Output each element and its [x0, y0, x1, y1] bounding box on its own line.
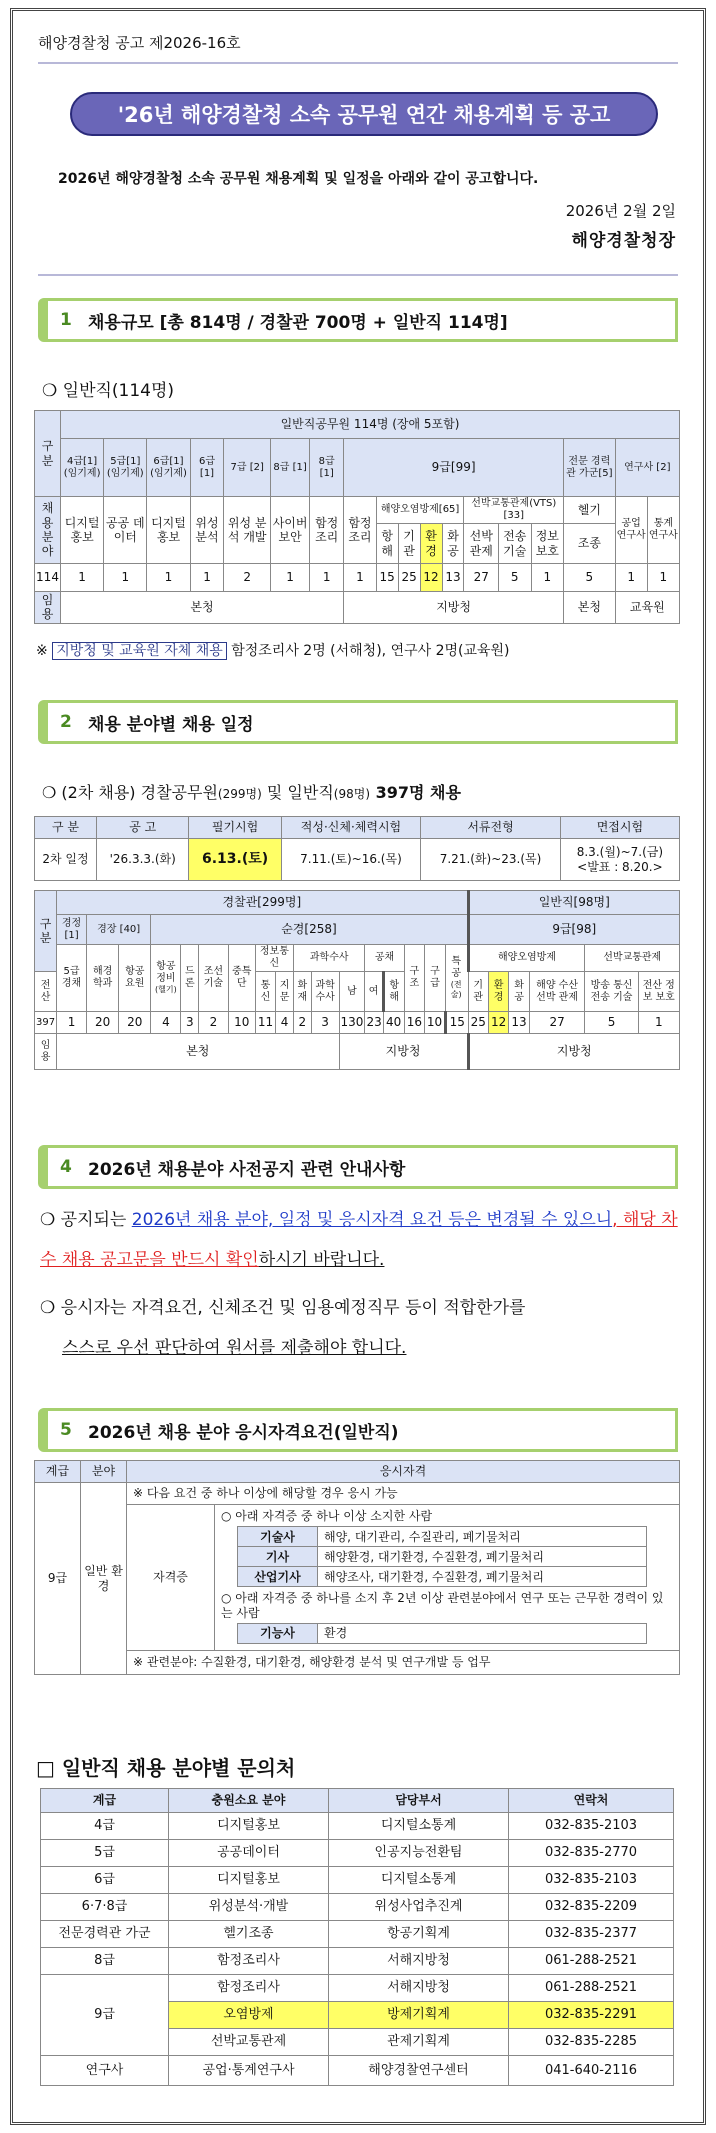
table-cell: 공 고	[97, 817, 189, 839]
table-cell: 130	[339, 1012, 365, 1034]
table-row	[41, 2056, 674, 2086]
table-cell: 13	[509, 1012, 529, 1034]
table-cell: 드론	[181, 945, 199, 1012]
table-cell: 정보통 신	[255, 945, 293, 972]
table-cell: 9급	[41, 1975, 169, 2056]
cert-type: 기술사	[238, 1527, 318, 1547]
bullet-warning: , 해당 차수 채용 공고문을 반드시 확인	[40, 1210, 678, 1270]
table-cell: 계급	[35, 1461, 81, 1483]
table-cell	[445, 945, 468, 1012]
table-cell: 해양오염방제	[468, 945, 585, 972]
note-highlight: 지방청 및 교육원 자체 채용	[52, 642, 227, 660]
table-cell: 항해	[376, 524, 398, 564]
table-cell: 헬기조종	[169, 1921, 329, 1948]
table-cell: 032-835-2770	[509, 1840, 674, 1867]
table-cell: 20	[119, 1012, 151, 1034]
contacts-title: □ 일반직 채용 분야별 문의처	[36, 1756, 296, 1780]
table-cell: 위성분석·개발	[169, 1894, 329, 1921]
table-cell: 1	[531, 564, 564, 592]
section-2-header	[38, 700, 678, 744]
table-cell: 032-835-2285	[509, 2029, 674, 2056]
table-cell: 지방청	[344, 592, 564, 624]
table-cell: 25	[398, 564, 420, 592]
notice-date: 2026년 2월 2일	[565, 202, 676, 220]
bullet-text: ❍ 응시자는 자격요건, 신체조건 및 임용예정직무 등이 적합한가를	[40, 1298, 526, 1318]
option-text: ○ 아래 자격증 중 하나 이상 소지한 사람	[221, 1509, 433, 1523]
notice-number: 해양경찰청 공고 제2026-16호	[38, 34, 241, 52]
general-staff-table	[34, 410, 680, 624]
divider	[38, 62, 678, 64]
table-cell: 함정 조리	[344, 497, 377, 564]
table-cell: 1	[190, 564, 224, 592]
table-cell: 연구사 [2]	[615, 439, 679, 497]
table-cell: 4급[1] (임기제)	[61, 439, 104, 497]
table-cell: 5급	[41, 1840, 169, 1867]
table-cell: 5	[564, 564, 616, 592]
table-cell: 1	[647, 564, 679, 592]
section-title: 채용 분야별 채용 일정	[88, 714, 254, 735]
table-cell: 10	[228, 1012, 255, 1034]
table-cell: 공업·통계연구사	[169, 2056, 329, 2086]
table-cell: 전송 기술	[498, 524, 531, 564]
cert-values: 환경	[318, 1624, 647, 1644]
note-text: 함정조리사 2명 (서해청), 연구사 2명(교육원)	[231, 643, 510, 659]
table-cell: 12	[420, 564, 442, 592]
table-cell: 032-835-2103	[509, 1813, 674, 1840]
table-cell: 전문경력관 가군	[41, 1921, 169, 1948]
table-cell: 본청	[61, 592, 344, 624]
table-cell: 2	[199, 1012, 229, 1034]
table-cell: 2차 일정	[35, 839, 97, 881]
table-cell: 통계 연구사	[647, 497, 679, 564]
section-number: 1	[60, 310, 72, 330]
table-cell: 2	[224, 564, 270, 592]
table-cell: 지방청	[468, 1034, 679, 1070]
table-cell: 5	[498, 564, 531, 592]
col-label: 항공 정비	[156, 961, 176, 985]
subtitle-part: (98명)	[333, 787, 371, 801]
table-cell: 디지털홍보	[169, 1867, 329, 1894]
table-cell: ※ 관련분야: 수질환경, 대기환경, 해양환경 분석 및 연구개발 등 업무	[127, 1651, 680, 1675]
section-title: 2026년 채용 분야 응시자격요건(일반직)	[88, 1422, 399, 1443]
table-cell: '26.3.3.(화)	[97, 839, 189, 881]
table-cell: 1	[57, 1012, 87, 1034]
table-cell: 032-835-2103	[509, 1867, 674, 1894]
table-cell: 1	[147, 564, 190, 592]
table-cell: 디지털소통계	[329, 1813, 509, 1840]
table-cell: 연락처	[509, 1789, 674, 1813]
subtitle-part: 및 일반직	[261, 783, 334, 802]
table-row	[41, 1948, 674, 1975]
table-cell: 과학수사	[293, 945, 364, 972]
table-cell: 전문 경력관 가군[5]	[564, 439, 616, 497]
table-cell: 화공	[509, 972, 529, 1012]
section-4-header	[38, 1145, 678, 1189]
table-cell: 6·7·8급	[41, 1894, 169, 1921]
table-cell: 위성 분석	[190, 497, 224, 564]
col-label: (전술)	[450, 980, 462, 999]
table-cell: 1	[344, 564, 377, 592]
table-cell: 방제기획계	[329, 2002, 509, 2029]
table-cell: 여	[365, 972, 383, 1012]
table-cell: 면접시험	[560, 817, 679, 839]
table-cell: 5급[1] (임기제)	[104, 439, 147, 497]
table-cell: 지방청	[339, 1034, 468, 1070]
subtitle-part: ❍ (2차 채용) 경찰공무원	[42, 783, 218, 802]
table-cell: 1	[310, 564, 344, 592]
table-cell: 23	[365, 1012, 383, 1034]
interview-dates: 8.3.(월)~7.(금)	[576, 845, 664, 860]
table-cell: 선박 관제	[464, 524, 499, 564]
interview-result: <발표 : 8.20.>	[577, 859, 663, 874]
table-cell: 환경	[488, 972, 508, 1012]
cert-list-1	[237, 1526, 647, 1587]
table-cell: 12	[488, 1012, 508, 1034]
page-title: '26년 해양경찰청 소속 공무원 연간 채용계획 등 공고	[70, 92, 658, 136]
table-cell: 기관	[398, 524, 420, 564]
table-cell: 1	[638, 1012, 679, 1034]
table-cell: 20	[87, 1012, 119, 1034]
contacts-table	[40, 1788, 674, 2086]
table-cell: 6.13.(토)	[189, 839, 281, 881]
table-cell: 중특 단	[228, 945, 255, 1012]
table-cell: 사이버 보안	[270, 497, 309, 564]
bullet-text: 하시기 바랍니다.	[258, 1250, 385, 1270]
table-cell: 서류전형	[421, 817, 561, 839]
table-cell: 구분	[35, 891, 57, 972]
table-cell: 25	[468, 1012, 488, 1034]
notice-bullet-2	[40, 1288, 680, 1368]
table-cell: 8급 [1]	[270, 439, 309, 497]
table-cell: 항해	[383, 972, 404, 1012]
table-cell: 5급 경채	[57, 945, 87, 1012]
table-cell: 7.21.(화)~23.(목)	[421, 839, 561, 881]
table-cell: 경찰관[299명]	[57, 891, 468, 915]
table-cell: 구조	[404, 945, 424, 1012]
table-cell: 공공데이터	[169, 1840, 329, 1867]
table-cell: 전산	[35, 972, 57, 1012]
table-cell: 화재	[293, 972, 311, 1012]
table-cell: 조선 기술	[199, 945, 229, 1012]
table-cell: 4	[151, 1012, 181, 1034]
signer: 해양경찰청장	[571, 231, 676, 251]
table-cell: 경정 [1]	[57, 915, 87, 945]
cert-type: 산업기사	[238, 1567, 318, 1587]
table-cell: 041-640-2116	[509, 2056, 674, 2086]
table-cell: 교육원	[615, 592, 679, 624]
table-cell: 위성사업추진계	[329, 1894, 509, 1921]
table-cell: 9급[99]	[344, 439, 564, 497]
table-cell: 충원소요 분야	[169, 1789, 329, 1813]
table-cell: 일반직공무원 114명 (장애 5포함)	[61, 411, 680, 439]
table-cell: 40	[383, 1012, 404, 1034]
table-cell: 남	[339, 972, 365, 1012]
table-cell: 인공지능전환팀	[329, 1840, 509, 1867]
qualification-table	[34, 1460, 680, 1675]
table-cell: 061-288-2521	[509, 1948, 674, 1975]
table-cell: 채용 분야	[35, 497, 61, 564]
table-cell: 15	[376, 564, 398, 592]
table-cell: 032-835-2291	[509, 2002, 674, 2029]
table-cell: 기관	[468, 972, 488, 1012]
table-cell: 6급 [1]	[190, 439, 224, 497]
cert-values: 해양조사, 대기환경, 수질환경, 폐기물처리	[318, 1567, 647, 1587]
cert-list-2	[237, 1623, 647, 1644]
table-cell: 임용	[35, 592, 61, 624]
table-cell: 1	[615, 564, 647, 592]
table-cell: 10	[425, 1012, 446, 1034]
table-cell: 1	[104, 564, 147, 592]
table-cell: 2	[293, 1012, 311, 1034]
table-cell: 함정조리사	[169, 1975, 329, 2002]
table-cell: 본청	[57, 1034, 339, 1070]
table-cell: 11	[255, 1012, 275, 1034]
table-cell: 지문	[276, 972, 294, 1012]
table-row	[41, 1975, 674, 2002]
table-cell: 16	[404, 1012, 424, 1034]
table-cell: 통신	[255, 972, 275, 1012]
table-cell: 필기시험	[189, 817, 281, 839]
table-cell: 선박교통관제	[585, 945, 680, 972]
section-title: 2026년 채용분야 사전공지 관련 안내사항	[88, 1159, 406, 1180]
cert-type: 기능사	[238, 1624, 318, 1644]
table-cell: 구분	[35, 411, 61, 497]
table-cell: 8급 [1]	[310, 439, 344, 497]
table-cell: 4	[276, 1012, 294, 1034]
table-cell: 032-835-2209	[509, 1894, 674, 1921]
table-cell: 서해지방청	[329, 1975, 509, 2002]
table-cell: 조종	[564, 524, 616, 564]
table-cell: 해양 수산 선박 관제	[529, 972, 585, 1012]
bullet-highlight: 2026년 채용 분야, 일정 및 응시자격 요건 등은 변경될 수 있으니	[131, 1210, 613, 1230]
notice-bullet-1	[40, 1200, 680, 1280]
note-prefix: ※	[36, 643, 48, 659]
divider	[38, 274, 678, 276]
table-cell: 4급	[41, 1813, 169, 1840]
table-cell: 1	[61, 564, 104, 592]
table-cell: 3	[181, 1012, 199, 1034]
section-number: 2	[60, 712, 72, 732]
recruit-breakdown-table	[34, 890, 680, 1070]
table-cell: 397	[35, 1012, 57, 1034]
table-cell: ※ 다음 요건 중 하나 이상에 해당할 경우 응시 가능	[127, 1483, 680, 1505]
table-cell: 본청	[564, 592, 616, 624]
section-1-subtitle: ❍ 일반직(114명)	[42, 381, 175, 401]
table-cell: 해경 학과	[87, 945, 119, 1012]
table-cell: 13	[442, 564, 464, 592]
subtitle-part: (299명)	[217, 787, 262, 801]
subtitle-part: 397명 채용	[370, 783, 461, 802]
table-cell: 9급	[35, 1483, 81, 1675]
table-cell: 공공 데이터	[104, 497, 147, 564]
table-row	[41, 1867, 674, 1894]
table-cell: 함정 조리	[310, 497, 344, 564]
table-cell: 061-288-2521	[509, 1975, 674, 2002]
table-cell: 15	[445, 1012, 468, 1034]
table-cell	[560, 839, 679, 881]
table-cell: 디지털소통계	[329, 1867, 509, 1894]
table-cell: 항공 요원	[119, 945, 151, 1012]
table-cell: 1	[270, 564, 309, 592]
table-cell: 9급[98]	[468, 915, 679, 945]
section-title: 채용규모 [총 814명 / 경찰관 700명 + 일반직 114명]	[88, 312, 508, 333]
table-cell: 27	[464, 564, 499, 592]
section-number: 4	[60, 1157, 72, 1177]
section-5-header	[38, 1408, 678, 1452]
table-cell: 헬기	[564, 497, 616, 524]
option-text: ○ 아래 자격증 중 하나를 소지 후 2년 이상 관련분야에서 연구 또는 근무한 경력이 있는 사람	[221, 1591, 664, 1620]
table-row	[41, 1813, 674, 1840]
table-cell: 방송 통신 전송 기술	[585, 972, 638, 1012]
table-cell: 관제기획계	[329, 2029, 509, 2056]
cert-values: 해양환경, 대기환경, 수질환경, 폐기물처리	[318, 1547, 647, 1567]
table-row	[41, 1894, 674, 1921]
section-number: 5	[60, 1420, 72, 1440]
table-cell: 선박교통관제(VTS)[33]	[464, 497, 564, 524]
table-cell: 자격증	[127, 1505, 215, 1651]
table-cell: 8급	[41, 1948, 169, 1975]
col-label: 특공	[451, 956, 462, 980]
counts-row	[35, 1012, 680, 1034]
table-cell	[151, 945, 181, 1012]
table-cell: 위성 분석 개발	[224, 497, 270, 564]
intro-text: 2026년 해양경찰청 소속 공무원 채용계획 및 일정을 아래와 같이 공고합니다.	[58, 171, 539, 187]
table-cell: 경장 [40]	[87, 915, 151, 945]
table-cell: 5	[585, 1012, 638, 1034]
bullet-text: ❍ 공지되는	[40, 1210, 132, 1230]
table-cell	[215, 1505, 680, 1651]
cert-values: 해양, 대기관리, 수질관리, 폐기물처리	[318, 1527, 647, 1547]
section-1-header	[38, 298, 678, 342]
table-cell: 응시자격	[127, 1461, 680, 1483]
col-label: (헬기)	[155, 985, 177, 995]
table-cell: 032-835-2377	[509, 1921, 674, 1948]
table-cell: 일반직[98명]	[468, 891, 679, 915]
table-cell: 연구사	[41, 2056, 169, 2086]
table-cell: 항공기획계	[329, 1921, 509, 1948]
table-cell: 6급	[41, 1867, 169, 1894]
schedule-table	[34, 816, 680, 881]
table-cell: 선박교통관제	[169, 2029, 329, 2056]
cert-type: 기사	[238, 1547, 318, 1567]
table-cell: 공업 연구사	[615, 497, 647, 564]
table-row	[41, 1840, 674, 1867]
table-cell: 화공	[442, 524, 464, 564]
table-cell: 분야	[81, 1461, 127, 1483]
table-cell: 정보 보호	[531, 524, 564, 564]
table-row	[41, 1921, 674, 1948]
table-cell: 서해지방청	[329, 1948, 509, 1975]
table-cell: 3	[311, 1012, 339, 1034]
table-cell: 7.11.(토)~16.(목)	[281, 839, 421, 881]
table-cell: 오염방제	[169, 2002, 329, 2029]
table-cell: 114	[35, 564, 61, 592]
table-cell: 디지털 홍보	[147, 497, 190, 564]
table-cell: 전산 정보 보호	[638, 972, 679, 1012]
table-cell: 6급[1] (임기제)	[147, 439, 190, 497]
bullet-text: 스스로 우선 판단하여 원서를 제출해야 합니다.	[62, 1338, 407, 1358]
table-cell: 디지털 홍보	[61, 497, 104, 564]
table-cell: 27	[529, 1012, 585, 1034]
table-cell: 함정조리사	[169, 1948, 329, 1975]
table-cell: 과학수사	[311, 972, 339, 1012]
table-cell: 임용	[35, 1034, 57, 1070]
table-cell: 적성·신체·체력시험	[281, 817, 421, 839]
section-1-note	[36, 640, 510, 660]
table-cell: 구 분	[35, 817, 97, 839]
table-cell: 담당부서	[329, 1789, 509, 1813]
table-cell: 순경[258]	[151, 915, 468, 945]
table-cell: 계급	[41, 1789, 169, 1813]
table-cell: 일반 환경	[81, 1483, 127, 1675]
table-cell: 구급	[425, 945, 446, 1012]
table-cell: 해양경찰연구센터	[329, 2056, 509, 2086]
table-cell: 7급 [2]	[224, 439, 270, 497]
table-cell: 해양오염방제[65]	[376, 497, 464, 524]
table-cell: 환경	[420, 524, 442, 564]
table-cell: 디지털홍보	[169, 1813, 329, 1840]
table-cell: 공채	[365, 945, 404, 972]
section-2-subtitle	[42, 780, 461, 803]
